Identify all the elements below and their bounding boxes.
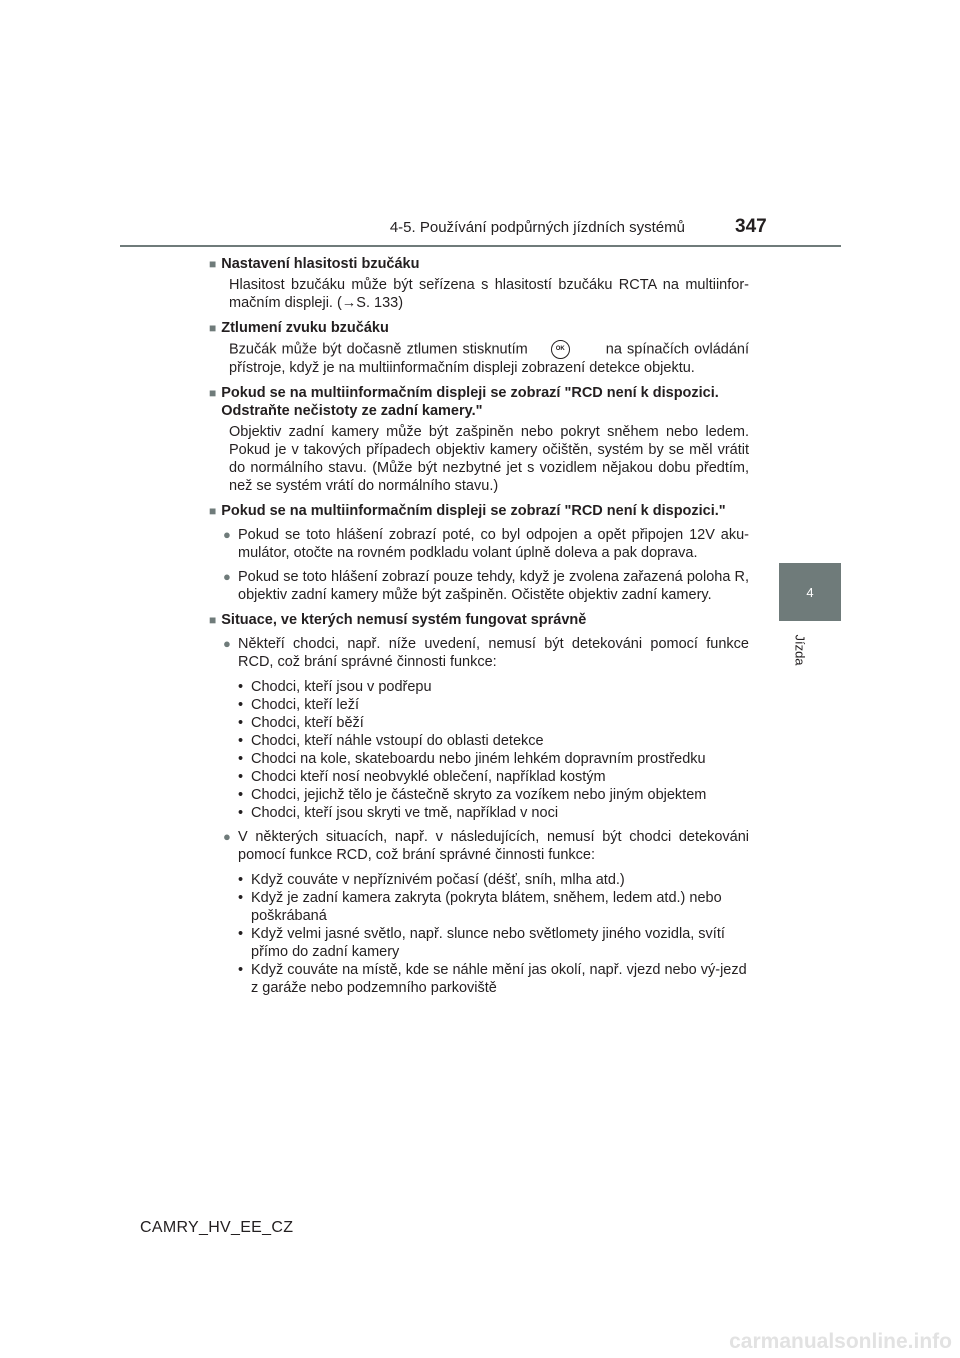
list-item: • Když velmi jasné světlo, např. slunce nebo světlomety jiného vozidla, svítí přímo do zadní kamery xyxy=(238,925,749,961)
paragraph-text: na spínačích ovládání přístroje, když je na multiinformačním displeji zobrazení detekce objektu. xyxy=(229,341,749,376)
sub-list xyxy=(238,871,749,997)
bullet-text: Pokud se toto hlášení zobrazí poté, co byl odpojen a opět připojen 12V aku-mulátor, otočte na rovném podkladu volant úplně doleva a pak doprava. xyxy=(238,527,749,561)
round-bullet-icon: ● xyxy=(223,636,231,651)
section-title: 4-5. Používání podpůrných jízdních systémů xyxy=(389,219,685,236)
section-heading xyxy=(209,502,749,520)
watermark: carmanualsonline.info xyxy=(729,1330,952,1353)
paragraph: Objektiv zadní kamery může být zašpiněn nebo pokryt sněhem nebo ledem. Pokud je v takových případech objektiv kamery očištěn, systém by se měl vrátit do normálního stavu. (Může být nezbytné jet s vozidlem nějakou dobu předtím, než se systém vrátí do normálního stavu.) xyxy=(229,424,749,494)
bullet-item xyxy=(223,568,749,604)
list-item: • Chodci kteří nosí neobvyklé oblečení, například kostým xyxy=(238,768,749,786)
bullet-item xyxy=(223,828,749,864)
square-bullet-icon: ■ xyxy=(209,321,217,335)
square-bullet-icon: ■ xyxy=(209,613,217,627)
square-bullet-icon: ■ xyxy=(209,386,217,400)
bullet-text: V některých situacích, např. v následujících, nemusí být chodci detekováni pomocí funkce RCD, což brání správné činnosti funkce: xyxy=(238,829,749,863)
chapter-number: 4 xyxy=(806,584,814,600)
chapter-tab xyxy=(779,563,841,621)
square-bullet-icon: ■ xyxy=(209,257,217,271)
list-item: • Když couváte na místě, kde se náhle mění jas okolí, např. vjezd nebo vý-jezd z garáže nebo podzemního parkoviště xyxy=(238,961,749,997)
section-heading xyxy=(209,384,749,420)
heading-text: Nastavení hlasitosti bzučáku xyxy=(221,256,420,272)
heading-text: Ztlumení zvuku bzučáku xyxy=(221,320,389,336)
list-item: • Chodci, kteří jsou v podřepu xyxy=(238,678,749,696)
page-content xyxy=(209,255,749,997)
bullet-item xyxy=(223,526,749,562)
list-item: • Chodci, kteří jsou skryti ve tmě, například v noci xyxy=(238,804,749,822)
page-number: 347 xyxy=(735,216,767,237)
bullet-text: Někteří chodci, např. níže uvedení, nemusí být detekováni pomocí funkce RCD, což brání správné činnosti funkce: xyxy=(238,636,749,670)
chapter-name xyxy=(790,630,810,670)
heading-text: Pokud se na multiinformačním displeji se zobrazí "RCD není k dispozici." xyxy=(221,503,726,519)
list-item: • Chodci, jejichž tělo je částečně skryto za vozíkem nebo jiným objektem xyxy=(238,786,749,804)
round-bullet-icon: ● xyxy=(223,829,231,844)
round-bullet-icon: ● xyxy=(223,569,231,584)
list-item: • Chodci, kteří náhle vstoupí do oblasti detekce xyxy=(238,732,749,750)
list-item: • Když je zadní kamera zakryta (pokryta blátem, sněhem, ledem atd.) nebo poškrábaná xyxy=(238,889,749,925)
paragraph-text: Bzučák může být dočasně ztlumen stisknutím xyxy=(229,341,528,358)
bullet-item xyxy=(223,635,749,671)
chapter-name-label: Jízda xyxy=(792,634,808,666)
section-heading xyxy=(209,611,749,629)
paragraph xyxy=(229,340,749,377)
ok-button-icon: OK xyxy=(551,340,570,359)
section-heading xyxy=(209,319,749,337)
section-heading xyxy=(209,255,749,273)
sub-list xyxy=(238,678,749,822)
list-item: • Chodci, kteří běží xyxy=(238,714,749,732)
square-bullet-icon: ■ xyxy=(209,504,217,518)
list-item: • Chodci, kteří leží xyxy=(238,696,749,714)
list-item: • Když couváte v nepříznivém počasí (déšť, sníh, mlha atd.) xyxy=(238,871,749,889)
list-item: • Chodci na kole, skateboardu nebo jiném lehkém dopravním prostředku xyxy=(238,750,749,768)
heading-text: Pokud se na multiinformačním displeji se zobrazí "RCD není k dispozici. Odstraňte nečistoty ze zadní kamery." xyxy=(221,385,719,419)
heading-text: Situace, ve kterých nemusí systém fungovat správně xyxy=(221,612,587,628)
bullet-text: Pokud se toto hlášení zobrazí pouze tehdy, když je zvolena zařazená poloha R, objektiv zadní kamery může být zašpiněn. Očistěte objektiv zadní kamery. xyxy=(238,569,749,603)
header-divider xyxy=(120,245,841,247)
document-code: CAMRY_HV_EE_CZ xyxy=(140,1219,294,1236)
paragraph: Hlasitost bzučáku může být seřízena s hlasitostí bzučáku RCTA na multiinfor-mačním displeji. (→S. 133) xyxy=(229,277,749,311)
round-bullet-icon: ● xyxy=(223,527,231,542)
